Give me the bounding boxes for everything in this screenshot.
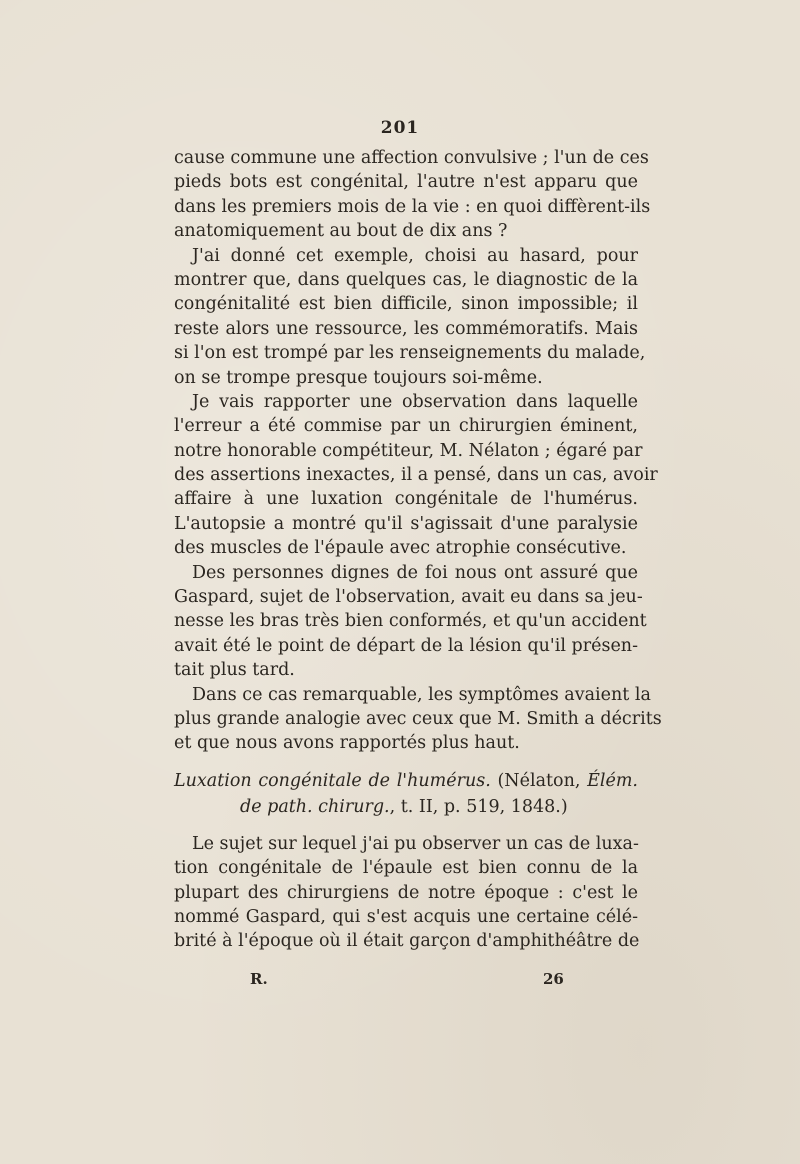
text-line: avait été le point de départ de la lésion qu'il présen- (174, 635, 638, 656)
heading-line-1 (174, 768, 638, 794)
page-number: 201 (380, 118, 420, 138)
text-line: dans les premiers mois de la vie : en quoi diffèrent-ils (174, 196, 651, 217)
paragraph-5 (174, 683, 662, 756)
heading-citation-work: Élém. (587, 770, 638, 791)
text-line: des assertions inexactes, il a pensé, dans un cas, avoir (174, 465, 658, 486)
body-text (174, 146, 662, 954)
heading-citation-work-cont: de path. chirurg. (240, 796, 390, 817)
text-line: cause commune une affection convulsive ; l'un de ces (174, 148, 649, 168)
text-line: et que nous avons rapportés plus haut. (174, 733, 520, 754)
text-line: J'ai donné cet exemple, choisi au hasard, pour (192, 245, 638, 266)
spacer (174, 756, 638, 768)
text-line: pieds bots est congénital, l'autre n'est apparu que (174, 172, 638, 193)
heading-citation-ref: , t. II, p. 519, 1848.) (389, 796, 568, 817)
paragraph-3 (174, 390, 658, 561)
text-line: Le sujet sur lequel j'ai pu observer un cas de luxa- (192, 833, 639, 854)
text-line: l'erreur a été commise par un chirurgien éminent, (174, 416, 638, 437)
text-line: L'autopsie a montré qu'il s'agissait d'une paralysie (174, 513, 638, 534)
text-line: notre honorable compétiteur, M. Nélaton ; égaré par (174, 440, 643, 461)
text-line: si l'on est trompé par les renseignements du malade, (174, 343, 646, 364)
text-line: nesse les bras très bien conformés, et qu'un accident (174, 611, 647, 632)
text-line: Des personnes dignes de foi nous ont assuré que (192, 562, 638, 583)
text-line: plus grande analogie avec ceux que M. Smith a décrits (174, 708, 662, 729)
text-line: brité à l'époque où il était garçon d'amphithéâtre de (174, 931, 640, 952)
paragraph-4 (174, 561, 647, 683)
text-line: Dans ce cas remarquable, les symptômes avaient la (192, 684, 651, 705)
paragraph-6 (174, 832, 638, 954)
sheet-number: 26 (543, 970, 564, 988)
spacer (174, 820, 638, 832)
text-line: tion congénitale de l'épaule est bien connu de la (174, 858, 638, 879)
text-line: tait plus tard. (174, 660, 295, 681)
heading-line-2 (174, 794, 638, 820)
text-line: plupart des chirurgiens de notre époque : c'est le (174, 882, 638, 903)
text-line: Gaspard, sujet de l'observation, avait eu dans sa jeu- (174, 587, 643, 608)
text-line: on se trompe presque toujours soi-même. (174, 367, 543, 388)
paragraph-2 (174, 244, 646, 390)
section-heading (174, 768, 638, 820)
text-line: nommé Gaspard, qui s'est acquis une certaine célé- (174, 906, 638, 927)
text-line: reste alors une ressource, les commémoratifs. Mais (174, 318, 638, 339)
text-line: affaire à une luxation congénitale de l'humérus. (174, 489, 638, 510)
text-line: Je vais rapporter une observation dans laquelle (192, 391, 638, 412)
printer-signature: R. (250, 970, 268, 988)
text-line: montrer que, dans quelques cas, le diagnostic de la (174, 269, 638, 290)
text-line: congénitalité est bien difficile, sinon impossible; il (174, 294, 638, 315)
text-line: anatomiquement au bout de dix ans ? (174, 221, 508, 242)
paragraph-1 (174, 146, 651, 244)
heading-title: Luxation congénitale de l'humérus. (174, 770, 491, 791)
heading-citation-author: (Nélaton, (490, 770, 588, 791)
text-line: des muscles de l'épaule avec atrophie consécutive. (174, 538, 627, 559)
